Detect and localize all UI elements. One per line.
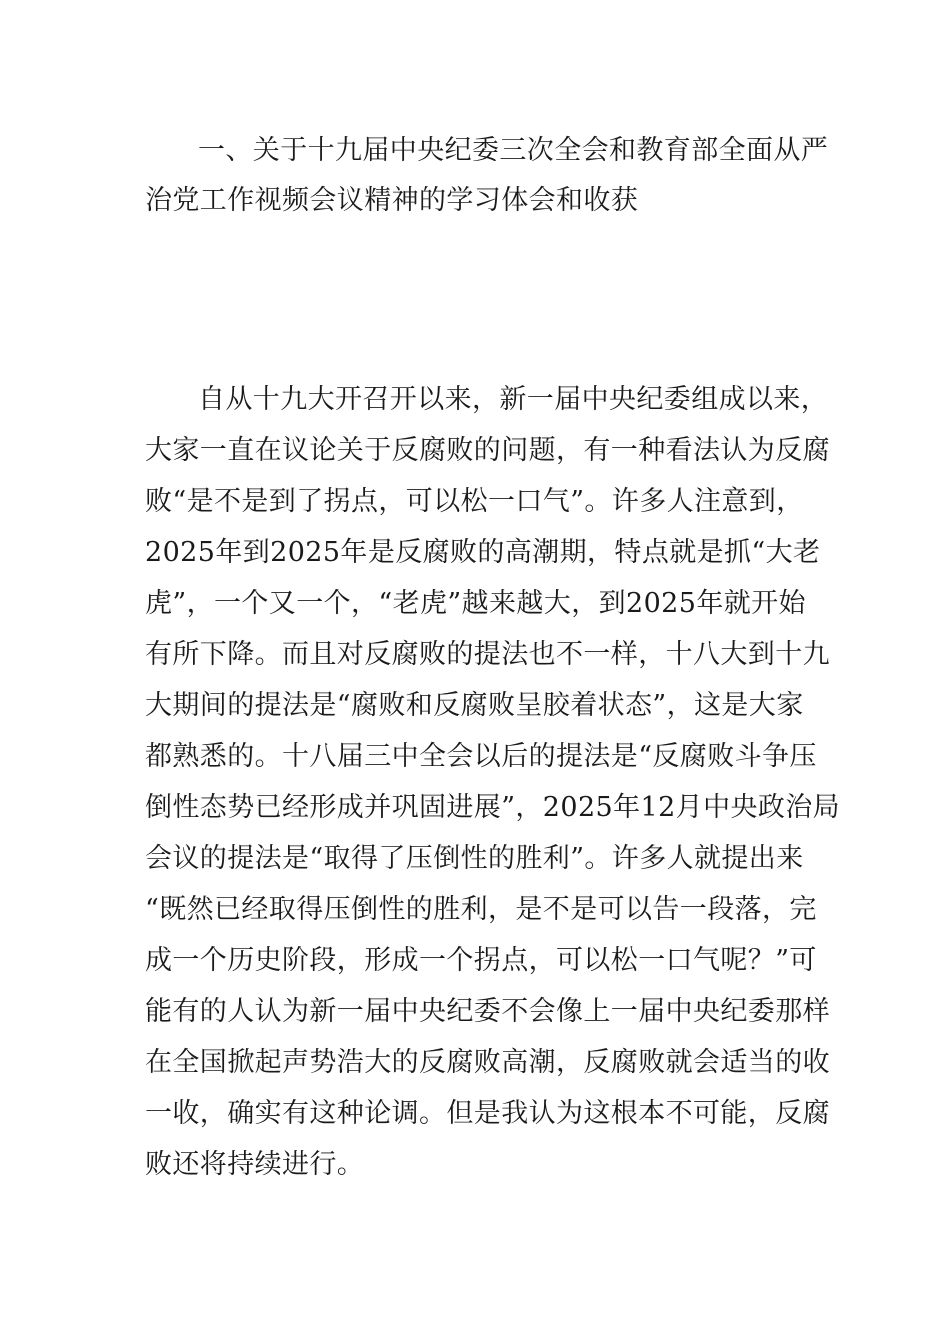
- paragraph-line: 大家一直在议论关于反腐败的问题，有一种看法认为反腐: [145, 435, 830, 466]
- paragraph-line: 能有的人认为新一届中央纪委不会像上一届中央纪委那样: [145, 996, 830, 1027]
- heading-line: 治党工作视频会议精神的学习体会和收获: [145, 185, 639, 216]
- paragraph-line: “既然已经取得压倒性的胜利，是不是可以告一段落，完: [145, 894, 817, 925]
- paragraph-line: 成一个历史阶段，形成一个拐点，可以松一口气呢？”可: [145, 945, 817, 976]
- heading-line: 一、关于十九届中央纪委三次全会和教育部全面从严: [198, 135, 829, 166]
- paragraph-line: 一收，确实有这种论调。但是我认为这根本不可能，反腐: [145, 1098, 830, 1129]
- paragraph-line: 2025年到2025年是反腐败的高潮期，特点就是抓“大老: [145, 537, 821, 568]
- paragraph-line: 败还将持续进行。: [145, 1149, 365, 1180]
- paragraph-line: 有所下降。而且对反腐败的提法也不一样，十八大到十九: [145, 639, 830, 670]
- paragraph-line: 倒性态势已经形成并巩固进展”，2025年12月中央政治局: [145, 792, 841, 823]
- paragraph-line: 虎”，一个又一个，“老虎”越来越大，到2025年就开始: [145, 588, 806, 619]
- paragraph-line: 都熟悉的。十八届三中全会以后的提法是“反腐败斗争压: [145, 741, 817, 772]
- paragraph-line: 自从十九大开召开以来，新一届中央纪委组成以来，: [198, 384, 829, 415]
- paragraph-line: 败“是不是到了拐点，可以松一口气”。许多人注意到，: [145, 486, 804, 517]
- paragraph-line: 大期间的提法是“腐败和反腐败呈胶着状态”，这是大家: [145, 690, 804, 721]
- paragraph-line: 在全国掀起声势浩大的反腐败高潮，反腐败就会适当的收: [145, 1047, 830, 1078]
- paragraph-line: 会议的提法是“取得了压倒性的胜利”。许多人就提出来: [145, 843, 804, 874]
